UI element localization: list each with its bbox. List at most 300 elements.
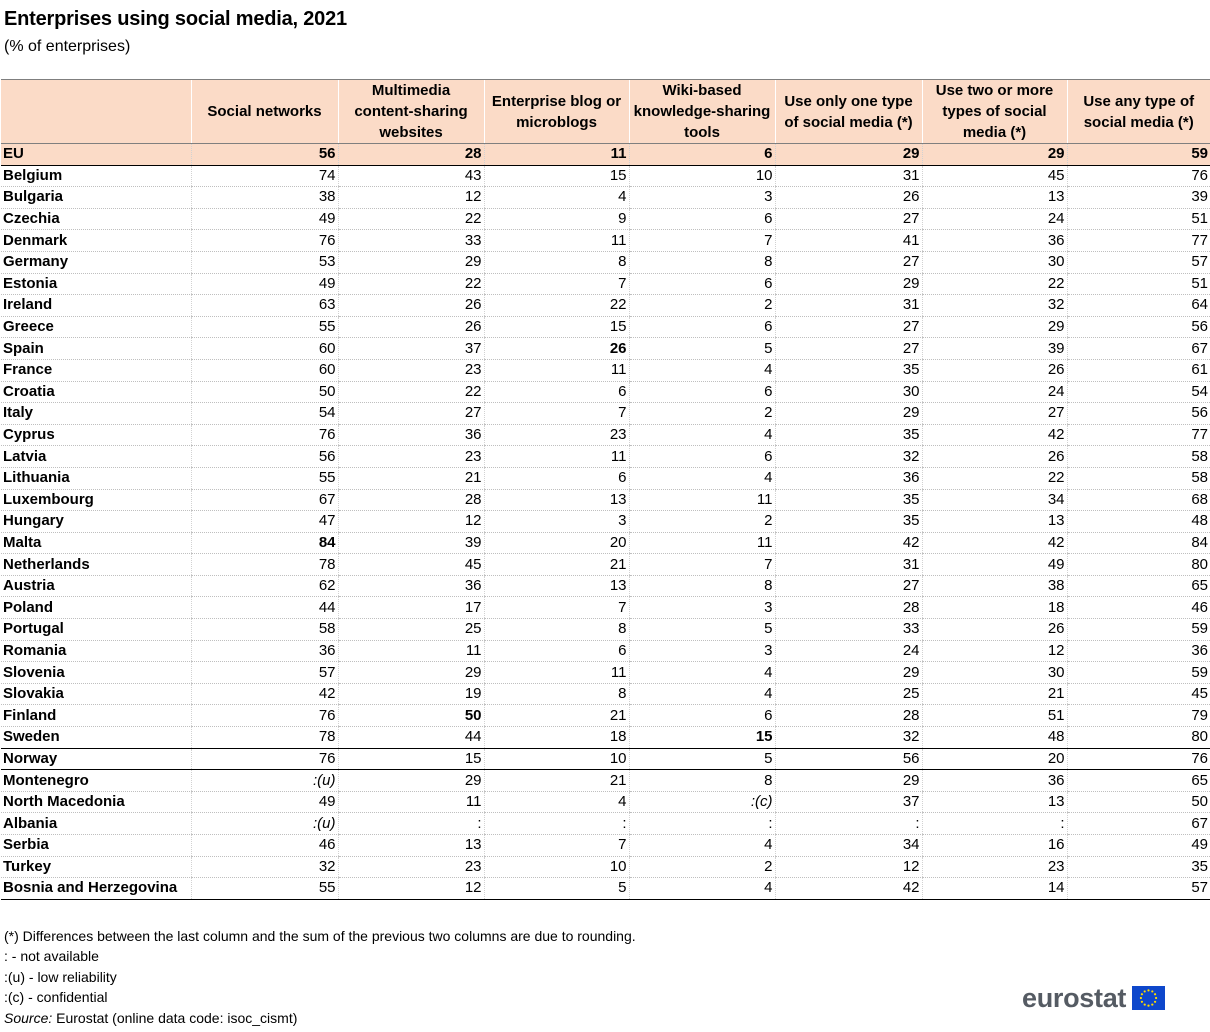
table-row: [1, 597, 1210, 619]
row-label: Hungary: [1, 511, 191, 533]
table-cell: 7: [629, 230, 775, 252]
table-cell: 14: [922, 878, 1067, 900]
table-cell: 51: [1067, 208, 1210, 230]
row-label: Croatia: [1, 381, 191, 403]
table-cell: 64: [1067, 295, 1210, 317]
table-cell: 57: [191, 662, 338, 684]
table-cell: 11: [338, 640, 484, 662]
row-label: Austria: [1, 575, 191, 597]
row-label: Montenegro: [1, 770, 191, 792]
table-cell: 8: [629, 770, 775, 792]
row-label: Lithuania: [1, 467, 191, 489]
table-cell: 29: [775, 662, 922, 684]
table-cell: 26: [922, 359, 1067, 381]
table-cell: 28: [338, 489, 484, 511]
row-label: North Macedonia: [1, 791, 191, 813]
table-cell: 11: [484, 230, 629, 252]
table-cell: 24: [922, 381, 1067, 403]
table-cell: 26: [338, 295, 484, 317]
table-cell: :: [338, 813, 484, 835]
table-cell: 6: [629, 273, 775, 295]
table-row: [1, 748, 1210, 770]
table-cell: 35: [1067, 856, 1210, 878]
table-cell: :(c): [629, 791, 775, 813]
table-cell: 54: [1067, 381, 1210, 403]
footnotes: [4, 926, 636, 1028]
table-cell: 22: [338, 208, 484, 230]
table-cell: 62: [191, 575, 338, 597]
table-cell: 24: [922, 208, 1067, 230]
table-cell: 22: [338, 273, 484, 295]
table-cell: 22: [922, 467, 1067, 489]
row-label: Serbia: [1, 835, 191, 857]
row-label: Luxembourg: [1, 489, 191, 511]
row-label: France: [1, 359, 191, 381]
flag-star-icon: [1141, 993, 1143, 995]
header-multimedia: Multimedia content-sharing websites: [338, 80, 484, 144]
table-cell: 45: [1067, 683, 1210, 705]
table-cell: 55: [191, 467, 338, 489]
table-cell: 28: [775, 597, 922, 619]
header-any-type: Use any type of social media (*): [1067, 80, 1210, 144]
table-cell: :: [484, 813, 629, 835]
source-line: [4, 1008, 636, 1028]
table-cell: 6: [629, 316, 775, 338]
table-cell: 50: [338, 705, 484, 727]
table-cell: 45: [922, 165, 1067, 187]
row-label: EU: [1, 144, 191, 166]
table-cell: 13: [484, 575, 629, 597]
table-cell: 36: [922, 230, 1067, 252]
row-label: Malta: [1, 532, 191, 554]
table-cell: 3: [629, 597, 775, 619]
table-cell: 12: [338, 878, 484, 900]
table-cell: 10: [629, 165, 775, 187]
table-cell: 32: [775, 727, 922, 749]
row-label: Czechia: [1, 208, 191, 230]
flag-star-icon: [1141, 1001, 1143, 1003]
row-label: Slovakia: [1, 683, 191, 705]
table-cell: 60: [191, 338, 338, 360]
row-label: Greece: [1, 316, 191, 338]
table-row: [1, 683, 1210, 705]
table-cell: 56: [1067, 316, 1210, 338]
table-row: [1, 575, 1210, 597]
table-row: [1, 165, 1210, 187]
table-cell: 29: [338, 662, 484, 684]
table-cell: 21: [338, 467, 484, 489]
table-cell: 25: [775, 683, 922, 705]
table-cell: 60: [191, 359, 338, 381]
table-cell: 6: [484, 640, 629, 662]
table-cell: 13: [338, 835, 484, 857]
table-cell: 21: [484, 705, 629, 727]
table-cell: 77: [1067, 230, 1210, 252]
table-row: [1, 511, 1210, 533]
table-cell: 8: [484, 619, 629, 641]
table-cell: 29: [922, 316, 1067, 338]
table-cell: 20: [484, 532, 629, 554]
table-cell: 29: [922, 144, 1067, 166]
table-cell: 84: [1067, 532, 1210, 554]
table-cell: 76: [191, 230, 338, 252]
table-cell: 30: [775, 381, 922, 403]
table-row: [1, 770, 1210, 792]
table-cell: 11: [629, 532, 775, 554]
table-cell: 59: [1067, 662, 1210, 684]
table-row: [1, 705, 1210, 727]
table-cell: 56: [191, 144, 338, 166]
table-cell: 76: [191, 748, 338, 770]
table-cell: 21: [922, 683, 1067, 705]
table-cell: 22: [484, 295, 629, 317]
row-label: Slovenia: [1, 662, 191, 684]
header-country: [1, 80, 191, 144]
table-cell: 29: [775, 770, 922, 792]
table-cell: 31: [775, 554, 922, 576]
table-row: [1, 446, 1210, 468]
table-row: [1, 619, 1210, 641]
table-cell: 57: [1067, 878, 1210, 900]
row-label: Germany: [1, 251, 191, 273]
logo-text: eurostat: [1022, 982, 1127, 1013]
table-cell: 4: [629, 424, 775, 446]
table-cell: 4: [629, 683, 775, 705]
eu-flag-icon: [1132, 986, 1165, 1010]
table-cell: 76: [1067, 748, 1210, 770]
table-cell: 46: [191, 835, 338, 857]
table-cell: 29: [338, 770, 484, 792]
table-cell: 18: [922, 597, 1067, 619]
table-cell: 30: [922, 662, 1067, 684]
flag-star-icon: [1154, 993, 1156, 995]
row-label: Turkey: [1, 856, 191, 878]
table-cell: 55: [191, 316, 338, 338]
table-cell: 27: [338, 403, 484, 425]
table-cell: 13: [922, 791, 1067, 813]
table-cell: 35: [775, 511, 922, 533]
row-label: Bulgaria: [1, 187, 191, 209]
table-cell: 12: [338, 187, 484, 209]
table-cell: 6: [629, 381, 775, 403]
table-cell: 67: [191, 489, 338, 511]
table-cell: 15: [484, 165, 629, 187]
flag-star-icon: [1140, 997, 1142, 999]
table-cell: 8: [629, 575, 775, 597]
table-row: [1, 273, 1210, 295]
table-cell: 7: [484, 403, 629, 425]
table-cell: 36: [1067, 640, 1210, 662]
row-label: Belgium: [1, 165, 191, 187]
table-cell: 35: [775, 359, 922, 381]
table-cell: 12: [775, 856, 922, 878]
table-cell: 12: [922, 640, 1067, 662]
flag-star-icon: [1148, 989, 1150, 991]
table-cell: 58: [1067, 467, 1210, 489]
table-cell: 34: [922, 489, 1067, 511]
table-row: [1, 424, 1210, 446]
table-cell: 74: [191, 165, 338, 187]
table-cell: 37: [775, 791, 922, 813]
table-cell: 4: [629, 835, 775, 857]
data-table: [1, 79, 1210, 900]
source-label: Source:: [4, 1009, 53, 1026]
table-cell: 53: [191, 251, 338, 273]
table-cell: 36: [338, 424, 484, 446]
table-cell: 5: [629, 619, 775, 641]
row-label: Netherlands: [1, 554, 191, 576]
table-cell: 8: [484, 251, 629, 273]
table-cell: 79: [1067, 705, 1210, 727]
row-label: Albania: [1, 813, 191, 835]
table-cell: 8: [484, 683, 629, 705]
table-cell: 30: [922, 251, 1067, 273]
table-cell: 32: [922, 295, 1067, 317]
table-cell: 22: [338, 381, 484, 403]
row-label: Poland: [1, 597, 191, 619]
table-cell: 80: [1067, 554, 1210, 576]
table-cell: 8: [629, 251, 775, 273]
row-label: Finland: [1, 705, 191, 727]
table-row: [1, 727, 1210, 749]
table-cell: 23: [338, 856, 484, 878]
table-cell: 23: [922, 856, 1067, 878]
flag-star-icon: [1144, 990, 1146, 992]
table-cell: 27: [922, 403, 1067, 425]
table-cell: 58: [1067, 446, 1210, 468]
table-cell: 2: [629, 511, 775, 533]
table-cell: 36: [338, 575, 484, 597]
table-cell: 35: [775, 424, 922, 446]
table-cell: 42: [922, 532, 1067, 554]
table-row: [1, 878, 1210, 900]
header-social-networks: Social networks: [191, 80, 338, 144]
table-cell: 3: [629, 187, 775, 209]
table-row: [1, 359, 1210, 381]
row-label: Bosnia and Herzegovina: [1, 878, 191, 900]
table-cell: 2: [629, 856, 775, 878]
table-cell: 76: [191, 424, 338, 446]
table-cell: 49: [922, 554, 1067, 576]
flag-star-icon: [1144, 1003, 1146, 1005]
table-row: [1, 208, 1210, 230]
table-cell: 6: [629, 446, 775, 468]
table-cell: 11: [484, 446, 629, 468]
table-cell: 13: [922, 187, 1067, 209]
table-cell: 6: [629, 208, 775, 230]
table-cell: 12: [338, 511, 484, 533]
table-cell: :: [922, 813, 1067, 835]
table-cell: 36: [775, 467, 922, 489]
table-cell: 42: [775, 532, 922, 554]
note-rounding: (*) Differences between the last column and the sum of the previous two columns are due to rounding.: [4, 928, 636, 944]
table-cell: 11: [629, 489, 775, 511]
table-cell: 6: [484, 381, 629, 403]
table-cell: 29: [338, 251, 484, 273]
table-cell: 20: [922, 748, 1067, 770]
row-label: Sweden: [1, 727, 191, 749]
table-cell: 58: [191, 619, 338, 641]
header-blog: Enterprise blog or microblogs: [484, 80, 629, 144]
table-cell: 56: [775, 748, 922, 770]
flag-star-icon: [1148, 1005, 1150, 1007]
table-cell: 13: [484, 489, 629, 511]
table-row: [1, 467, 1210, 489]
table-cell: 46: [1067, 597, 1210, 619]
table-cell: 29: [775, 144, 922, 166]
row-label: Latvia: [1, 446, 191, 468]
row-label: Romania: [1, 640, 191, 662]
table-row: [1, 835, 1210, 857]
table-cell: 54: [191, 403, 338, 425]
table-cell: 13: [922, 511, 1067, 533]
table-cell: 39: [1067, 187, 1210, 209]
table-cell: 42: [191, 683, 338, 705]
table-cell: 7: [484, 273, 629, 295]
table-cell: 11: [484, 359, 629, 381]
table-cell: 68: [1067, 489, 1210, 511]
table-cell: :(u): [191, 770, 338, 792]
table-row: [1, 338, 1210, 360]
table-cell: 15: [338, 748, 484, 770]
table-cell: 84: [191, 532, 338, 554]
table-row: [1, 554, 1210, 576]
table-cell: 37: [338, 338, 484, 360]
eurostat-logo: [1022, 983, 1165, 1013]
table-cell: 7: [484, 597, 629, 619]
table-cell: 65: [1067, 770, 1210, 792]
table-row: [1, 640, 1210, 662]
table-cell: 44: [191, 597, 338, 619]
table-cell: 15: [629, 727, 775, 749]
header-one-type: Use only one type of social media (*): [775, 80, 922, 144]
table-cell: 23: [338, 359, 484, 381]
table-row: [1, 316, 1210, 338]
table-cell: 41: [775, 230, 922, 252]
table-cell: 6: [629, 144, 775, 166]
table-cell: 21: [484, 770, 629, 792]
table-cell: 49: [191, 273, 338, 295]
table-cell: 35: [775, 489, 922, 511]
table-cell: 4: [484, 187, 629, 209]
flag-star-icon: [1155, 997, 1157, 999]
table-cell: 67: [1067, 338, 1210, 360]
header-row: [1, 80, 1210, 144]
table-cell: 47: [191, 511, 338, 533]
table-cell: 4: [484, 791, 629, 813]
table-row: [1, 489, 1210, 511]
table-cell: 78: [191, 554, 338, 576]
table-cell: 36: [922, 770, 1067, 792]
table-row: [1, 856, 1210, 878]
table-cell: 78: [191, 727, 338, 749]
table-cell: 56: [191, 446, 338, 468]
table-cell: 7: [629, 554, 775, 576]
row-label: Italy: [1, 403, 191, 425]
table-cell: 59: [1067, 619, 1210, 641]
table-cell: 49: [191, 791, 338, 813]
table-cell: 42: [775, 878, 922, 900]
table-cell: 15: [484, 316, 629, 338]
row-label: Portugal: [1, 619, 191, 641]
table-cell: 18: [484, 727, 629, 749]
table-cell: :: [629, 813, 775, 835]
table-cell: 9: [484, 208, 629, 230]
table-cell: 36: [191, 640, 338, 662]
table-cell: 38: [191, 187, 338, 209]
table-cell: 5: [629, 748, 775, 770]
table-cell: 4: [629, 467, 775, 489]
table-cell: 11: [484, 662, 629, 684]
table-cell: 38: [922, 575, 1067, 597]
flag-star-icon: [1151, 990, 1153, 992]
table-cell: 33: [775, 619, 922, 641]
table-cell: 77: [1067, 424, 1210, 446]
flag-star-icon: [1154, 1001, 1156, 1003]
table-cell: 24: [775, 640, 922, 662]
table-cell: 33: [338, 230, 484, 252]
table-cell: 3: [629, 640, 775, 662]
note-confidential: :(c) - confidential: [4, 989, 108, 1006]
table-cell: 2: [629, 403, 775, 425]
table-cell: 23: [484, 424, 629, 446]
table-cell: 3: [484, 511, 629, 533]
table-cell: 32: [775, 446, 922, 468]
table-cell: 10: [484, 748, 629, 770]
table-row: [1, 295, 1210, 317]
table-row: [1, 532, 1210, 554]
table-title: Enterprises using social media, 2021: [4, 8, 347, 30]
table-cell: 23: [338, 446, 484, 468]
source-text: Eurostat (online data code: isoc_cismt): [52, 1009, 298, 1026]
table-cell: 76: [1067, 165, 1210, 187]
table-row: [1, 251, 1210, 273]
table-cell: 26: [484, 338, 629, 360]
table-row: [1, 187, 1210, 209]
table-row: [1, 662, 1210, 684]
table-cell: 32: [191, 856, 338, 878]
table-cell: 5: [484, 878, 629, 900]
table-cell: :(u): [191, 813, 338, 835]
note-low-reliability: :(u) - low reliability: [4, 968, 117, 985]
row-label: Cyprus: [1, 424, 191, 446]
table-cell: 5: [629, 338, 775, 360]
table-cell: 65: [1067, 575, 1210, 597]
table-cell: :: [775, 813, 922, 835]
table-subtitle: (% of enterprises): [4, 38, 131, 55]
table-cell: 28: [775, 705, 922, 727]
table-cell: 26: [922, 446, 1067, 468]
table-cell: 76: [191, 705, 338, 727]
table-cell: 6: [484, 467, 629, 489]
table-cell: 27: [775, 316, 922, 338]
table-cell: 57: [1067, 251, 1210, 273]
table-cell: 10: [484, 856, 629, 878]
table-cell: 34: [775, 835, 922, 857]
table-cell: 29: [775, 403, 922, 425]
table-cell: 26: [775, 187, 922, 209]
flag-star-icon: [1151, 1003, 1153, 1005]
table-cell: 55: [191, 878, 338, 900]
table-cell: 44: [338, 727, 484, 749]
table-row: [1, 144, 1210, 166]
table-cell: 45: [338, 554, 484, 576]
table-cell: 27: [775, 208, 922, 230]
table-cell: 19: [338, 683, 484, 705]
table-cell: 50: [191, 381, 338, 403]
row-label: Spain: [1, 338, 191, 360]
table-cell: 28: [338, 144, 484, 166]
